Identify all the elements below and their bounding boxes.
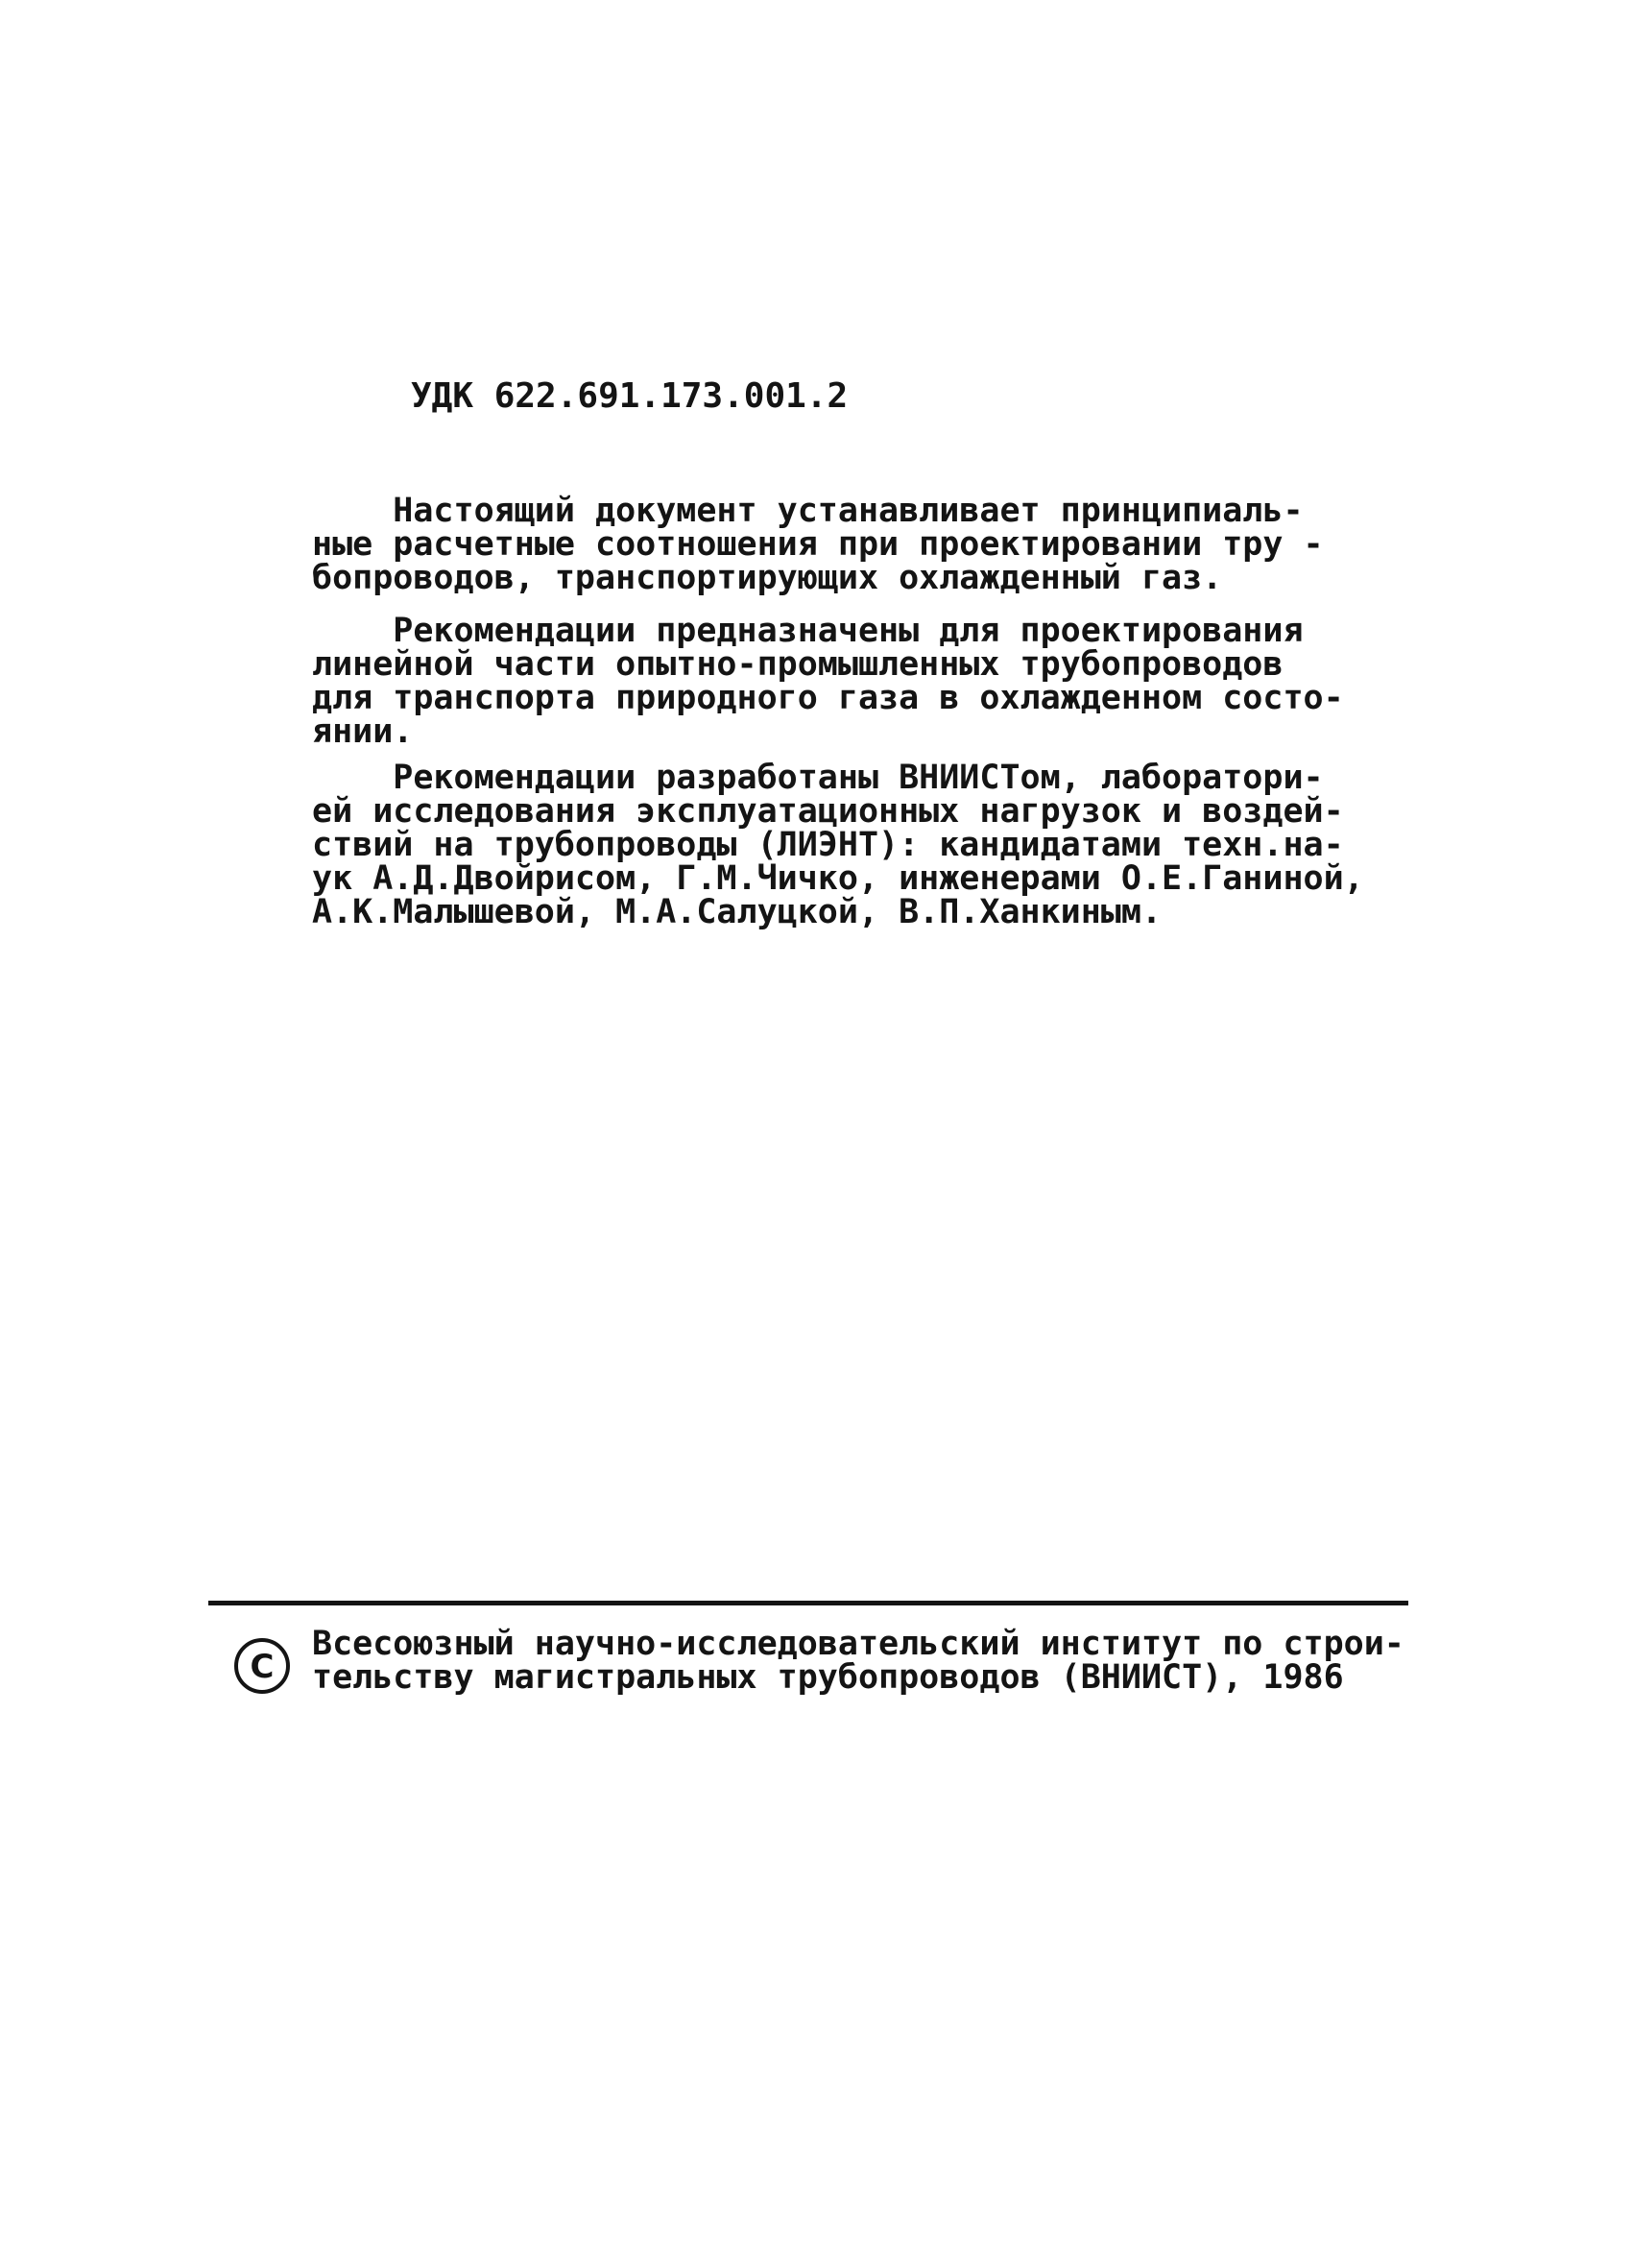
- copyright-text: [312, 1625, 1404, 1697]
- copyright-line: тельству магистральных трубопроводов (ВНИИСТ), 1986: [312, 1658, 1344, 1697]
- paragraph-purpose: [312, 612, 1349, 751]
- paragraph-line: Настоящий документ устанавливает принципиаль-: [312, 492, 1304, 530]
- paragraph-line: линейной части опытно-промышленных трубопроводов: [312, 645, 1284, 684]
- paragraph-line: Рекомендации предназначены для проектирования: [312, 612, 1304, 650]
- paragraph-line: ствий на трубопроводы (ЛИЭНТ): кандидатами техн.на-: [312, 826, 1344, 864]
- paragraph-authors: [312, 759, 1364, 931]
- copyright-icon: [232, 1636, 292, 1696]
- copyright-symbol: C: [250, 1648, 275, 1686]
- paragraph-line: ук А.Д.Двойрисом, Г.М.Чичко, инженерами О.Е.Ганиной,: [312, 859, 1364, 898]
- paragraph-line: янии.: [312, 712, 414, 751]
- paragraph-line: ей исследования эксплуатационных нагрузок и воздей-: [312, 792, 1344, 831]
- paragraph-line: А.К.Малышевой, М.А.Салуцкой, В.П.Ханкиным.: [312, 893, 1163, 931]
- paragraph-line: ные расчетные соотношения при проектировании тру -: [312, 525, 1324, 564]
- copyright-line: Всесоюзный научно-исследовательский институт по строи-: [312, 1625, 1404, 1663]
- paragraph-scope: [312, 492, 1349, 597]
- footer-divider: [208, 1601, 1408, 1605]
- paragraph-line: для транспорта природного газа в охлажденном состо-: [312, 679, 1344, 717]
- udk-code: УДК 622.691.173.001.2: [411, 376, 849, 416]
- paragraph-line: Рекомендации разработаны ВНИИСТом, лаборатори-: [312, 759, 1324, 797]
- paragraph-line: бопроводов, транспортирующих охлажденный газ.: [312, 559, 1223, 597]
